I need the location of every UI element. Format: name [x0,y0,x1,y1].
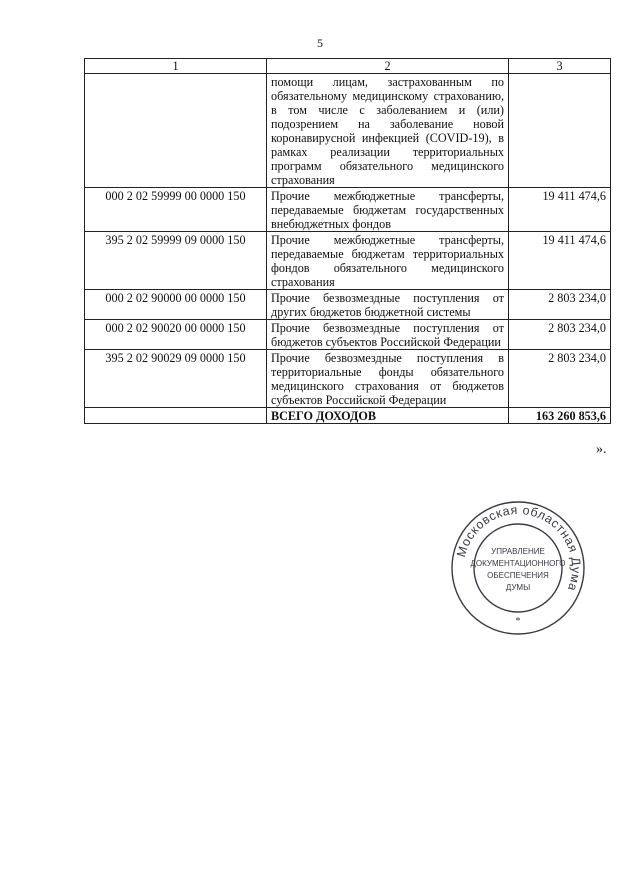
budget-code-cell: 000 2 02 90000 00 0000 150 [85,290,267,320]
description-cell: помощи лицам, застрахованным по обязательному медицинскому страхованию, в том числе с заболеванием и (или) подозрением на заболевание новой коронавирусной инфекцией (COVID-19), в рамках реализации территориальных программ обязательного медицинского страхования [267,74,509,188]
header-col-code: 1 [85,59,267,74]
description-cell: Прочие безвозмездные поступления от других бюджетов бюджетной системы [267,290,509,320]
budget-code-cell [85,74,267,188]
revenue-table [84,58,611,424]
budget-code-cell: 000 2 02 90020 00 0000 150 [85,320,267,350]
description-cell: Прочие межбюджетные трансферты, передаваемые бюджетам территориальных фондов обязательного медицинского страхования [267,232,509,290]
amount-cell: 2 803 234,0 [509,320,611,350]
total-amount: 163 260 853,6 [509,408,611,424]
table-row [85,290,611,320]
stamp-inner-line: ОБЕСПЕЧЕНИЯ [487,571,549,580]
table-row [85,188,611,232]
amount-cell: 19 411 474,6 [509,232,611,290]
official-stamp [448,498,588,638]
page-number: 5 [317,36,323,50]
amount-cell: 19 411 474,6 [509,188,611,232]
stamp-outer-text: Московская областная Дума [454,502,584,594]
table-row [85,320,611,350]
closing-quote-mark: ». [596,442,607,457]
table-header-row [85,59,611,74]
stamp-inner-line: УПРАВЛЕНИЕ [491,547,545,556]
header-col-description: 2 [267,59,509,74]
description-cell: Прочие безвозмездные поступления от бюджетов субъектов Российской Федерации [267,320,509,350]
stamp-inner-line: ДОКУМЕНТАЦИОННОГО [470,559,566,568]
amount-cell [509,74,611,188]
total-row [85,408,611,424]
stamp-star-icon: * [515,616,521,627]
header-col-amount: 3 [509,59,611,74]
budget-code-cell: 395 2 02 90029 09 0000 150 [85,350,267,408]
table-row [85,232,611,290]
total-code-cell [85,408,267,424]
stamp-outer-ring [452,502,584,634]
budget-code-cell: 000 2 02 59999 00 0000 150 [85,188,267,232]
stamp-inner-ring [474,524,562,612]
total-label: ВСЕГО ДОХОДОВ [267,408,509,424]
table-row [85,350,611,408]
amount-cell: 2 803 234,0 [509,290,611,320]
amount-cell: 2 803 234,0 [509,350,611,408]
description-cell: Прочие безвозмездные поступления в территориальные фонды обязательного медицинского страхования от бюджетов субъектов Российской Федерации [267,350,509,408]
stamp-inner-line: ДУМЫ [505,583,531,592]
table-row [85,74,611,188]
budget-code-cell: 395 2 02 59999 09 0000 150 [85,232,267,290]
description-cell: Прочие межбюджетные трансферты, передаваемые бюджетам государственных внебюджетных фондов [267,188,509,232]
